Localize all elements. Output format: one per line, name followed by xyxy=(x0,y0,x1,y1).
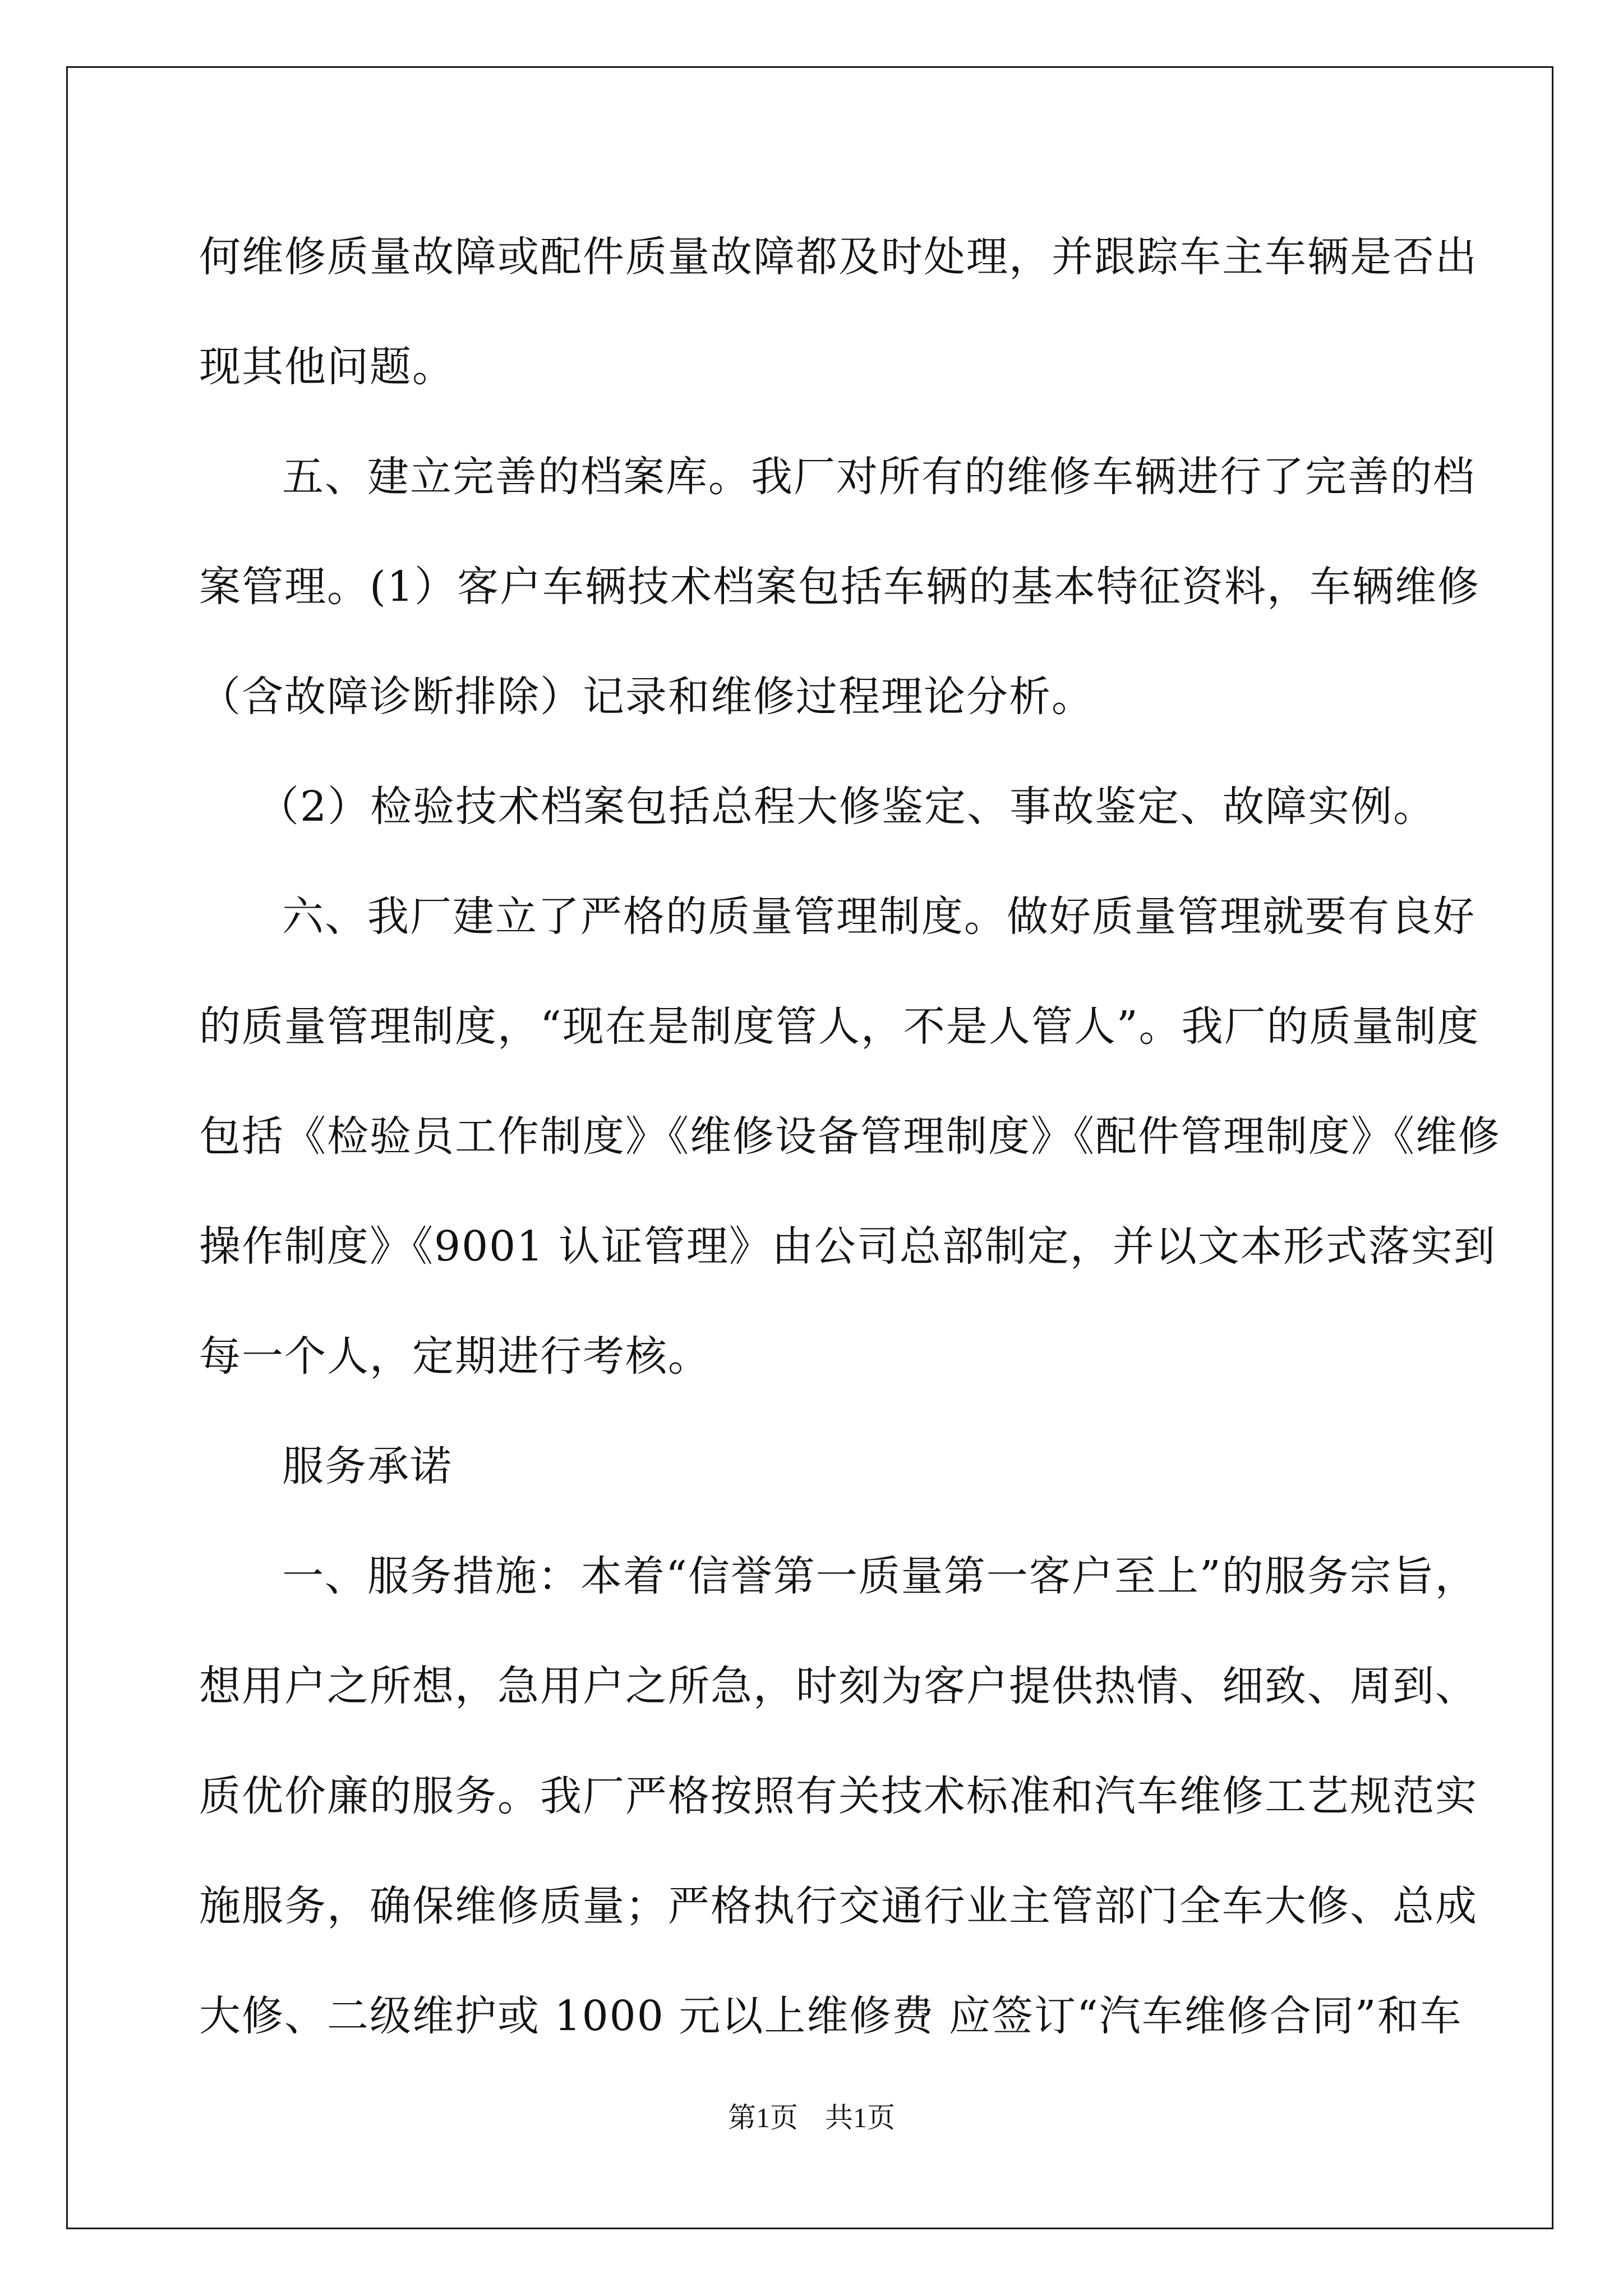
text-line: 的质量管理制度，“现在是制度管人，不是人管人”。我厂的质量制度 xyxy=(199,1002,1480,1051)
text-line: 操作制度》《9001 认证管理》由公司总部制定，并以文本形式落实到 xyxy=(199,1222,1496,1271)
text-line: 案管理。(1）客户车辆技术档案包括车辆的基本特征资料，车辆维修 xyxy=(199,563,1480,611)
text-line: 每一个人，定期进行考核。 xyxy=(199,1332,711,1381)
page-number: 第1页 xyxy=(728,2102,798,2133)
text-line: 包括《检验员工作制度》《维修设备管理制度》《配件管理制度》《维修 xyxy=(199,1112,1501,1161)
section-title: 服务承诺 xyxy=(282,1442,453,1490)
text-line: 现其他问题。 xyxy=(199,343,455,391)
text-line: 大修、二级维护或 1000 元以上维修费 应签订“汽车维修合同”和车 xyxy=(199,1992,1463,2040)
text-line: （2）检验技术档案包括总程大修鉴定、事故鉴定、故障实例。 xyxy=(257,783,1436,831)
section-heading-line: 六、我厂建立了严格的质量管理制度。做好质量管理就要有良好 xyxy=(282,892,1476,941)
section-heading-line: 五、建立完善的档案库。我厂对所有的维修车辆进行了完善的档 xyxy=(282,453,1476,501)
page-footer xyxy=(0,2095,1623,2136)
document-body xyxy=(199,202,1501,2071)
section-heading-line: 一、服务措施：本着“信誉第一质量第一客户至上”的服务宗旨， xyxy=(282,1552,1478,1600)
text-line: 何维修质量故障或配件质量故障都及时处理，并跟踪车主车辆是否出 xyxy=(199,233,1478,281)
text-line: 质优价廉的服务。我厂严格按照有关技术标准和汽车维修工艺规范实 xyxy=(199,1772,1478,1820)
text-line: 想用户之所想，急用户之所急，时刻为客户提供热情、细致、周到、 xyxy=(199,1662,1478,1710)
text-line: 施服务，确保维修质量；严格执行交通行业主管部门全车大修、总成 xyxy=(199,1882,1478,1930)
text-line: （含故障诊断排除）记录和维修过程理论分析。 xyxy=(199,673,1094,721)
page-total: 共1页 xyxy=(825,2102,895,2133)
